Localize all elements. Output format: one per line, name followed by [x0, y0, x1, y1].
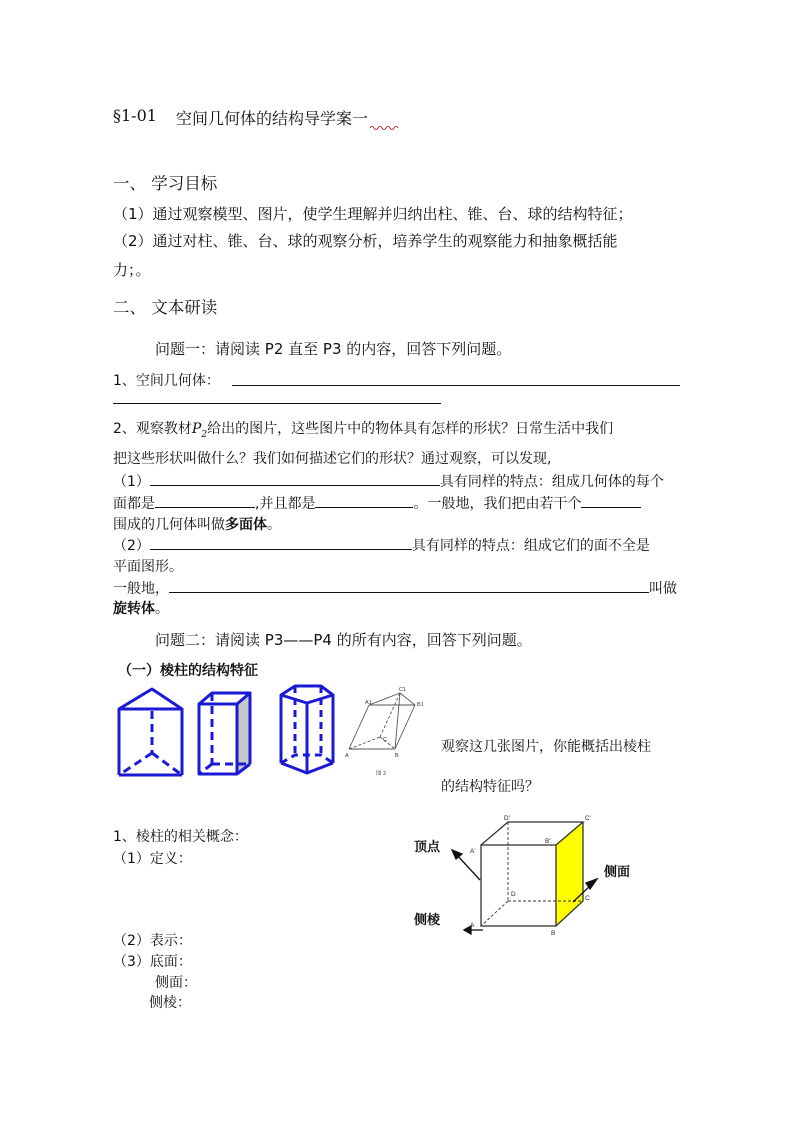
figure-caption: 图 2 [376, 771, 387, 777]
para1-blank-2[interactable] [155, 493, 255, 508]
question-1: 问题一：请阅读 P2 直至 P3 的内容，回答下列问题。 [155, 340, 512, 358]
goal-2-line2: 力；。 [113, 261, 151, 279]
para1-line1: （1） 具有同样的特点：组成几何体的每个 [113, 471, 664, 491]
para1-line2: 面都是 ,并且都是 。一般地，我们把由若干个 [113, 493, 641, 513]
goal-1: （1）通过观察模型、图片，使学生理解并归纳出柱、锥、台、球的结构特征； [113, 205, 633, 223]
representation-label: （2）表示： [113, 933, 192, 949]
item-2-line2: 把这些形状叫做什么？我们如何描述它们的形状？通过观察，可以发现, [113, 451, 552, 467]
item-1-blank-a[interactable] [232, 385, 680, 386]
pentagonal-prism-figure [277, 683, 337, 777]
cube-label-B: B [551, 930, 556, 937]
side-edge-label: 侧棱： [149, 995, 191, 1011]
label-C: C [383, 737, 387, 743]
definition-label: （1）定义： [113, 851, 192, 867]
concept-title: 1、棱柱的相关概念： [113, 829, 248, 845]
para1-blank-3[interactable] [315, 493, 413, 508]
section-number: §1-01 [113, 106, 157, 125]
cube-side-edge-label: 侧棱 [414, 912, 441, 927]
prism-sub-heading: （一）棱柱的结构特征 [118, 663, 258, 679]
para3-line1: 一般地， 叫做 [113, 578, 677, 598]
cube-vertex-label: 顶点 [414, 839, 441, 854]
observe-text-line1: 观察这几张图片，你能概括出棱柱 [441, 739, 651, 755]
para2-line2: 平面图形。 [113, 559, 183, 575]
label-A: A [345, 753, 349, 759]
side-face-label: 侧面： [155, 975, 197, 991]
triangular-prism-figure [112, 685, 187, 780]
item-2-text-a: 2、观察教材 [113, 421, 192, 437]
question-2: 问题二：请阅读 P3——P4 的所有内容，回答下列问题。 [155, 631, 532, 649]
para1-blank-4[interactable] [581, 493, 641, 508]
para2-line1: （2） 具有同样的特点：组成它们的面不全是 [113, 535, 650, 555]
label-C1: C1 [399, 687, 407, 693]
item-2-line1 [113, 418, 613, 440]
item-1-blank-b[interactable] [113, 403, 441, 404]
section2-heading: 二、 文本研读 [113, 298, 218, 317]
cube-label-C1: C' [585, 815, 591, 822]
cube-side-face-label: 侧面 [604, 864, 631, 879]
cube-label-D: D [511, 891, 516, 898]
para1-line3: 围成的几何体叫做多面体。 [113, 517, 281, 533]
item-1-label: 1、空间几何体： [113, 373, 220, 389]
spellcheck-underline [370, 125, 400, 130]
para3-blank-1[interactable] [169, 578, 649, 593]
term-polyhedron: 多面体 [225, 517, 267, 533]
item-2-page-symbol: $P_2$ [191, 421, 208, 440]
item-2-text-b: 给出的图片，这些图片中的物体具有怎样的形状？日常生活中我们 [207, 421, 614, 437]
para3-line2: 旋转体。 [113, 601, 169, 617]
cube-label-C: C [585, 895, 590, 902]
term-solid-of-revolution: 旋转体 [113, 601, 155, 617]
para2-blank-1[interactable] [150, 535, 412, 550]
section1-heading: 一、 学习目标 [113, 174, 218, 193]
label-B: B [395, 753, 399, 759]
cube-label-B1: B' [545, 838, 551, 845]
label-A1: A1 [365, 700, 372, 706]
oblique-prism-figure [343, 683, 435, 781]
page-title: 空间几何体的结构导学案一 [176, 109, 369, 128]
label-B1: B1 [417, 702, 424, 708]
observe-text-line2: 的结构特征吗？ [441, 779, 539, 795]
cube-figure [408, 812, 638, 942]
goal-2-line1: （2）通过对柱、锥、台、球的观察分析，培养学生的观察能力和抽象概括能 [113, 232, 618, 250]
cube-label-A1: A' [470, 848, 476, 855]
base-label: （3）底面： [113, 954, 192, 970]
cube-label-A: A [470, 922, 475, 929]
cube-label-D1: D' [504, 815, 510, 822]
para1-blank-1[interactable] [150, 471, 440, 486]
rectangular-prism-figure [195, 690, 257, 778]
